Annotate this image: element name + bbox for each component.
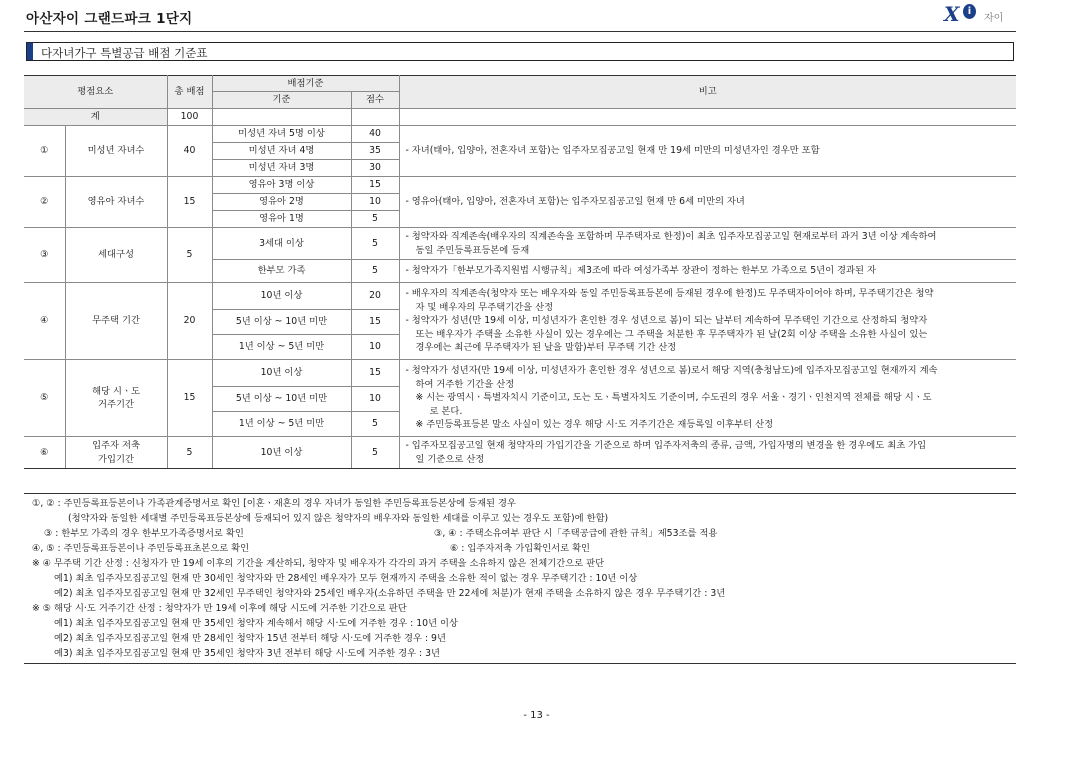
footnote-line: ⑥ : 입주자저축 가입확인서로 확인	[450, 543, 591, 554]
criteria-basis: 영유아 3명 이상	[212, 177, 351, 194]
factor-label-line: 입주자 저축	[92, 440, 140, 451]
remarks-line: - 청약자가 성년자(만 19세 이상, 미성년자가 혼인한 경우 성년으로 봄)로서 해당 지역(충청남도)에 입주자모집공고일 현재까지 계속	[405, 365, 938, 377]
footnote-line: ※ ⑤ 해당 시·도 거주기간 산정 : 청약자가 만 19세 이후에 해당 시도에 거주한 기간으로 판단	[32, 603, 407, 614]
criteria-score: 35	[351, 143, 399, 160]
row-number: ②	[24, 177, 65, 228]
scoring-table	[24, 75, 1016, 469]
remarks-cell	[399, 126, 1016, 177]
remarks-line: 로 본다.	[429, 405, 463, 417]
footnote-line: ③, ④ : 주택소유여부 판단 시「주택공급에 관한 규칙」제53조를 적용	[434, 528, 718, 539]
criteria-basis: 1년 이상 ~ 5년 미만	[212, 335, 351, 360]
remarks-line: ※ 시는 광역시ㆍ특별자치시 기준이고, 도는 도ㆍ특별자치도 기준이며, 수도권의 경우 서울ㆍ경기ㆍ인천지역 전체를 해당 시ㆍ도	[415, 392, 932, 404]
footnote-line: ※ ④ 무주택 기간 산정 : 신청자가 만 19세 이후의 기간을 계산하되, 청약자 및 배우자가 각각의 과거 주택을 소유하지 않은 전체기간으로 판단	[32, 558, 605, 569]
header-basis: 기준	[212, 92, 351, 109]
criteria-score: 5	[351, 260, 399, 283]
document-title: 아산자이 그랜드파크 1단지	[26, 11, 193, 27]
criteria-basis: 미성년 자녀 3명	[212, 160, 351, 177]
remarks-line: 경우에는 최근에 무주택자가 된 날을 말함)부터 무주택 기간 산정	[415, 342, 677, 354]
factor-total: 15	[167, 360, 212, 437]
remarks-line: 동일 주민등록표등본에 등재	[415, 244, 530, 256]
row-number: ①	[24, 126, 65, 177]
row-number: ⑤	[24, 360, 65, 437]
header-remarks: 비고	[399, 76, 1016, 109]
header-total: 총 배점	[167, 76, 212, 109]
remarks-line: - 청약자가「한부모가족지원법 시행규칙」제3조에 따라 여성가족부 장관이 정하는 한부모 가족으로 5년이 경과된 자	[405, 265, 876, 277]
title-divider	[24, 31, 1016, 32]
header-criteria: 배점기준	[212, 76, 399, 92]
criteria-score: 10	[351, 387, 399, 412]
row-number: ⑥	[24, 437, 65, 469]
factor-label: 세대구성	[65, 228, 167, 283]
criteria-basis: 5년 이상 ~ 10년 미만	[212, 387, 351, 412]
factor-label: 무주택 기간	[65, 283, 167, 360]
factor-total: 5	[167, 437, 212, 469]
factor-label	[65, 437, 167, 469]
remarks-line: ※ 주민등록표등본 말소 사실이 있는 경우 해당 시·도 거주기간은 재등록일 이후부터 산정	[415, 419, 774, 431]
footnote-line: 예2) 최초 입주자모집공고일 현재 만 32세인 무주택인 청약자와 25세인 배우자(소유하던 주택을 만 22세에 처분)가 현재 주택을 소유하지 않은 경우 무주택기간 : 3년	[54, 588, 726, 599]
logo-i-icon: i	[963, 4, 976, 19]
factor-total: 5	[167, 228, 212, 283]
footnote-line: ③ : 한부모 가족의 경우 한부모가족증명서로 확인	[44, 528, 244, 539]
criteria-basis: 10년 이상	[212, 360, 351, 387]
factor-label: 영유아 자녀수	[65, 177, 167, 228]
footnote-line: 예1) 최초 입주자모집공고일 현재 만 30세인 청약자와 만 28세인 배우자가 모두 현재까지 주택을 소유한 적이 없는 경우 무주택기간 : 10년 이상	[54, 573, 638, 584]
criteria-score: 15	[351, 177, 399, 194]
row-number: ③	[24, 228, 65, 283]
criteria-score: 20	[351, 283, 399, 310]
criteria-basis: 한부모 가족	[212, 260, 351, 283]
factor-total: 20	[167, 283, 212, 360]
remarks-cell	[399, 177, 1016, 228]
criteria-basis: 미성년 자녀 5명 이상	[212, 126, 351, 143]
remarks-line: - 영유아(태아, 입양아, 전혼자녀 포함)는 입주자모집공고일 현재 만 6세 미만의 자녀	[405, 196, 745, 208]
sum-empty-remarks	[399, 109, 1016, 126]
page-number: - 13 -	[523, 710, 550, 721]
remarks-line: - 배우자의 직계존속(청약자 또는 배우자와 동일 주민등록표등본에 등재된 경우에 한정)도 무주택자이어야 하며, 무주택기간은 청약	[405, 288, 934, 300]
criteria-basis: 1년 이상 ~ 5년 미만	[212, 412, 351, 437]
criteria-score: 5	[351, 228, 399, 260]
factor-total: 15	[167, 177, 212, 228]
criteria-basis: 영유아 2명	[212, 194, 351, 211]
factor-label-line: 해당 시ㆍ도	[92, 385, 140, 397]
criteria-score: 30	[351, 160, 399, 177]
footnote-line: (청약자와 동일한 세대별 주민등록표등본상에 등재되어 있지 않은 청약자의 배우자와 동일한 세대를 이루고 있는 경우도 포함)에 한함)	[68, 513, 609, 524]
section-accent-bar	[27, 43, 33, 60]
criteria-basis: 10년 이상	[212, 283, 351, 310]
criteria-score: 40	[351, 126, 399, 143]
sum-empty-basis	[212, 109, 351, 126]
footnote-line: 예3) 최초 입주자모집공고일 현재 만 35세인 청약자 3년 전부터 해당 시·도에 거주한 경우 : 3년	[54, 648, 441, 659]
footnote-line: 예1) 최초 입주자모집공고일 현재 만 35세인 청약자 계속해서 해당 시·도에 거주한 경우 : 10년 이상	[54, 618, 458, 629]
remarks-line: 하여 거주한 기간을 산정	[415, 378, 515, 390]
criteria-basis: 영유아 1명	[212, 211, 351, 228]
header-score: 점수	[351, 92, 399, 109]
row-number: ④	[24, 283, 65, 360]
footnotes	[24, 493, 1016, 664]
sum-total: 100	[167, 109, 212, 126]
remarks-line: - 청약자와 직계존속(배우자의 직계존속을 포함하며 무주택자로 한정)이 최초 입주자모집공고일 현재로부터 과거 3년 이상 계속하여	[405, 231, 937, 242]
remarks-line: 또는 배우자가 주택을 소유한 사실이 있는 경우에는 그 주택을 처분한 후 무주택자가 된 날(2회 이상 주택을 소유한 사실이 있는	[415, 328, 928, 340]
remarks-line: - 입주자모집공고일 현재 청약자의 가입기간을 기준으로 하며 입주자저축의 종류, 금액, 가입자명의 변경을 한 경우에도 최초 가입	[405, 440, 927, 451]
criteria-score: 15	[351, 310, 399, 335]
factor-label	[65, 360, 167, 437]
criteria-basis: 10년 이상	[212, 437, 351, 469]
criteria-score: 10	[351, 335, 399, 360]
criteria-basis: 3세대 이상	[212, 228, 351, 260]
criteria-basis: 미성년 자녀 4명	[212, 143, 351, 160]
header-factor: 평점요소	[24, 76, 167, 109]
remarks-cell	[399, 260, 1016, 283]
logo-mark: X	[944, 2, 960, 26]
factor-label-line: 거주기간	[98, 399, 134, 410]
criteria-score: 5	[351, 412, 399, 437]
criteria-score: 5	[351, 437, 399, 469]
factor-label-line: 가입기간	[98, 453, 134, 465]
remarks-line: - 청약자가 성년(만 19세 이상, 미성년자가 혼인한 경우 성년으로 봄)이 되는 날부터 계속하여 무주택인 기간으로 산정하되 청약자	[405, 315, 928, 327]
remarks-line: 일 기준으로 산정	[415, 453, 485, 465]
xi-logo	[944, 2, 1010, 26]
sum-label: 계	[24, 109, 167, 126]
remarks-line: 자 및 배우자의 무주택기간을 산정	[415, 301, 554, 313]
footnote-line: ④, ⑤ : 주민등록표등본이나 주민등록표초본으로 확인	[32, 543, 250, 554]
factor-total: 40	[167, 126, 212, 177]
remarks-cell	[399, 360, 1016, 437]
logo-text: 자이	[984, 13, 1004, 24]
factor-label: 미성년 자녀수	[65, 126, 167, 177]
section-title: 다자녀가구 특별공급 배점 기준표	[41, 46, 208, 60]
criteria-score: 5	[351, 211, 399, 228]
criteria-score: 10	[351, 194, 399, 211]
footnote-line: ①, ② : 주민등록표등본이나 가족관계증명서로 확인 [이혼ㆍ재혼의 경우 자녀가 동일한 주민등록표등본상에 등재된 경우	[32, 498, 516, 509]
remarks-cell	[399, 283, 1016, 360]
criteria-score: 15	[351, 360, 399, 387]
section-heading	[26, 42, 1014, 61]
footnote-line: 예2) 최초 입주자모집공고일 현재 만 28세인 청약자 15년 전부터 해당 시·도에 거주한 경우 : 9년	[54, 633, 446, 644]
remarks-cell	[399, 228, 1016, 260]
remarks-line: - 자녀(태아, 입양아, 전혼자녀 포함)는 입주자모집공고일 현재 만 19세 미만의 미성년자인 경우만 포함	[405, 145, 820, 157]
remarks-cell	[399, 437, 1016, 469]
criteria-basis: 5년 이상 ~ 10년 미만	[212, 310, 351, 335]
sum-empty-score	[351, 109, 399, 126]
